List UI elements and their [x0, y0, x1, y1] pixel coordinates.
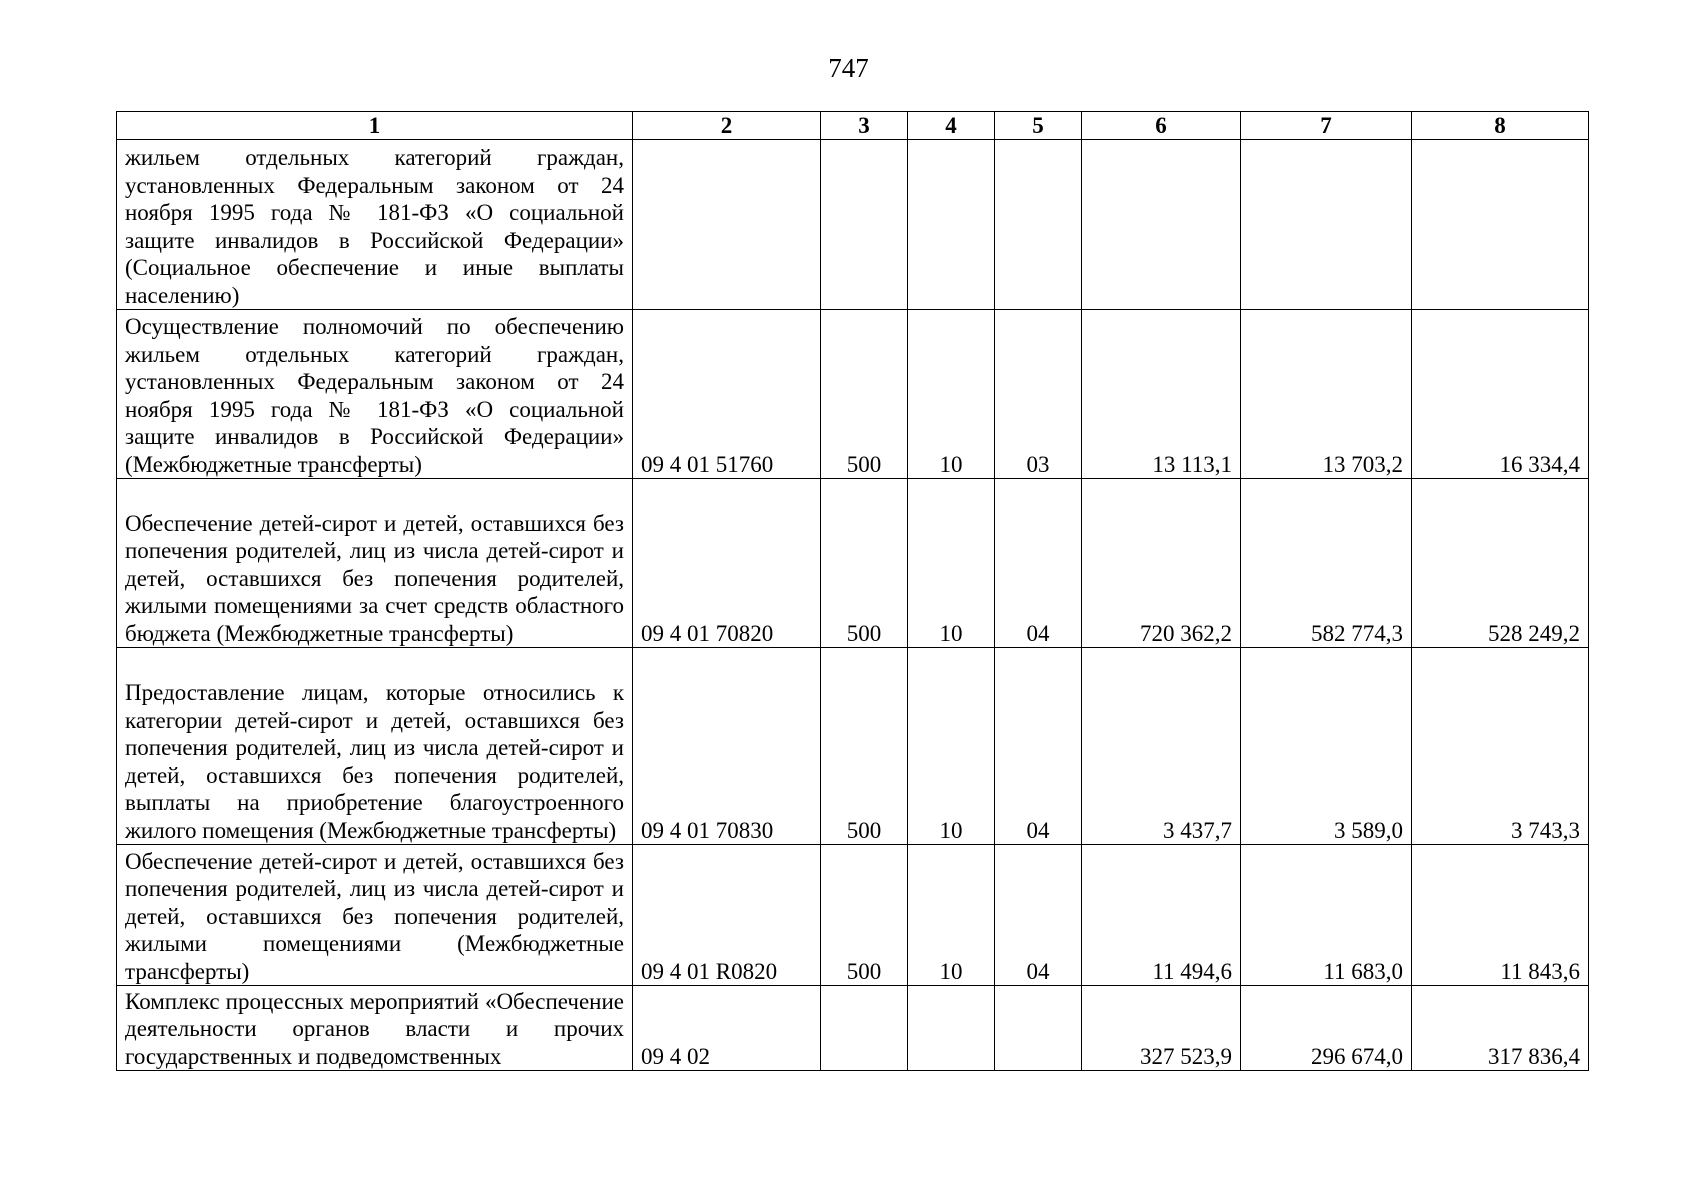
subsection-code: 04: [995, 479, 1082, 648]
expense-type-code: [821, 140, 908, 310]
amount-year-2: 3 589,0: [1241, 648, 1412, 845]
section-code: 10: [908, 648, 995, 845]
amount-year-3: [1412, 140, 1589, 310]
amount-year-1: 327 523,9: [1082, 986, 1241, 1071]
amount-year-3: 3 743,3: [1412, 648, 1589, 845]
amount-year-2: [1241, 140, 1412, 310]
target-article-code: 09 4 02: [633, 986, 821, 1071]
amount-year-1: 11 494,6: [1082, 845, 1241, 986]
row-description: жильем отдельных категорий граждан, установленных Федеральным законом от 24 ноября 1995 года № 181-ФЗ «О социальной защите инвалидов в Российской Федерации» (Социальное обеспечение и иные выплаты населению): [117, 140, 633, 310]
expense-type-code: 500: [821, 845, 908, 986]
amount-year-1: [1082, 140, 1241, 310]
target-article-code: 09 4 01 70820: [633, 479, 821, 648]
section-code: 10: [908, 479, 995, 648]
expense-type-code: 500: [821, 479, 908, 648]
amount-year-3: 16 334,4: [1412, 310, 1589, 479]
column-header: 4: [908, 112, 995, 140]
table-row: [117, 845, 1589, 986]
row-description: Комплекс процессных мероприятий «Обеспечение деятельности органов власти и прочих государственных и подведомственных: [117, 986, 633, 1071]
section-code: [908, 140, 995, 310]
column-header: 8: [1412, 112, 1589, 140]
expense-type-code: [821, 986, 908, 1071]
row-description: Обеспечение детей-сирот и детей, оставшихся без попечения родителей, лиц из числа детей-сирот и детей, оставшихся без попечения родителей, жилыми помещениями за счет средств областного бюджета (Межбюджетные трансферты): [117, 479, 633, 648]
target-article-code: 09 4 01 R0820: [633, 845, 821, 986]
subsection-code: [995, 140, 1082, 310]
subsection-code: [995, 986, 1082, 1071]
budget-table: [116, 111, 1589, 1071]
amount-year-2: 582 774,3: [1241, 479, 1412, 648]
page-number: 747: [828, 53, 869, 83]
expense-type-code: 500: [821, 648, 908, 845]
subsection-code: 04: [995, 845, 1082, 986]
amount-year-1: 13 113,1: [1082, 310, 1241, 479]
column-header: 5: [995, 112, 1082, 140]
row-description: Осуществление полномочий по обеспечению жильем отдельных категорий граждан, установленных Федеральным законом от 24 ноября 1995 года № 181-ФЗ «О социальной защите инвалидов в Российской Федерации» (Межбюджетные трансферты): [117, 310, 633, 479]
table-row: [117, 986, 1589, 1071]
amount-year-3: 11 843,6: [1412, 845, 1589, 986]
expense-type-code: 500: [821, 310, 908, 479]
column-header: 6: [1082, 112, 1241, 140]
amount-year-3: 317 836,4: [1412, 986, 1589, 1071]
subsection-code: 03: [995, 310, 1082, 479]
column-header: 3: [821, 112, 908, 140]
table-row: [117, 310, 1589, 479]
table-header-row: [117, 112, 1589, 140]
subsection-code: 04: [995, 648, 1082, 845]
section-code: [908, 986, 995, 1071]
amount-year-2: 11 683,0: [1241, 845, 1412, 986]
amount-year-2: 296 674,0: [1241, 986, 1412, 1071]
table-row: [117, 479, 1589, 648]
column-header: 1: [117, 112, 633, 140]
target-article-code: 09 4 01 70830: [633, 648, 821, 845]
amount-year-1: 720 362,2: [1082, 479, 1241, 648]
table-row: [117, 648, 1589, 845]
column-header: 7: [1241, 112, 1412, 140]
row-description: Обеспечение детей-сирот и детей, оставшихся без попечения родителей, лиц из числа детей-сирот и детей, оставшихся без попечения родителей, жилыми помещениями (Межбюджетные трансферты): [117, 845, 633, 986]
amount-year-2: 13 703,2: [1241, 310, 1412, 479]
target-article-code: 09 4 01 51760: [633, 310, 821, 479]
target-article-code: [633, 140, 821, 310]
section-code: 10: [908, 310, 995, 479]
row-description: Предоставление лицам, которые относились к категории детей-сирот и детей, оставшихся без попечения родителей, лиц из числа детей-сирот и детей, оставшихся без попечения родителей, выплаты на приобретение благоустроенного жилого помещения (Межбюджетные трансферты): [117, 648, 633, 845]
column-header: 2: [633, 112, 821, 140]
amount-year-3: 528 249,2: [1412, 479, 1589, 648]
table-row: [117, 140, 1589, 310]
section-code: 10: [908, 845, 995, 986]
amount-year-1: 3 437,7: [1082, 648, 1241, 845]
